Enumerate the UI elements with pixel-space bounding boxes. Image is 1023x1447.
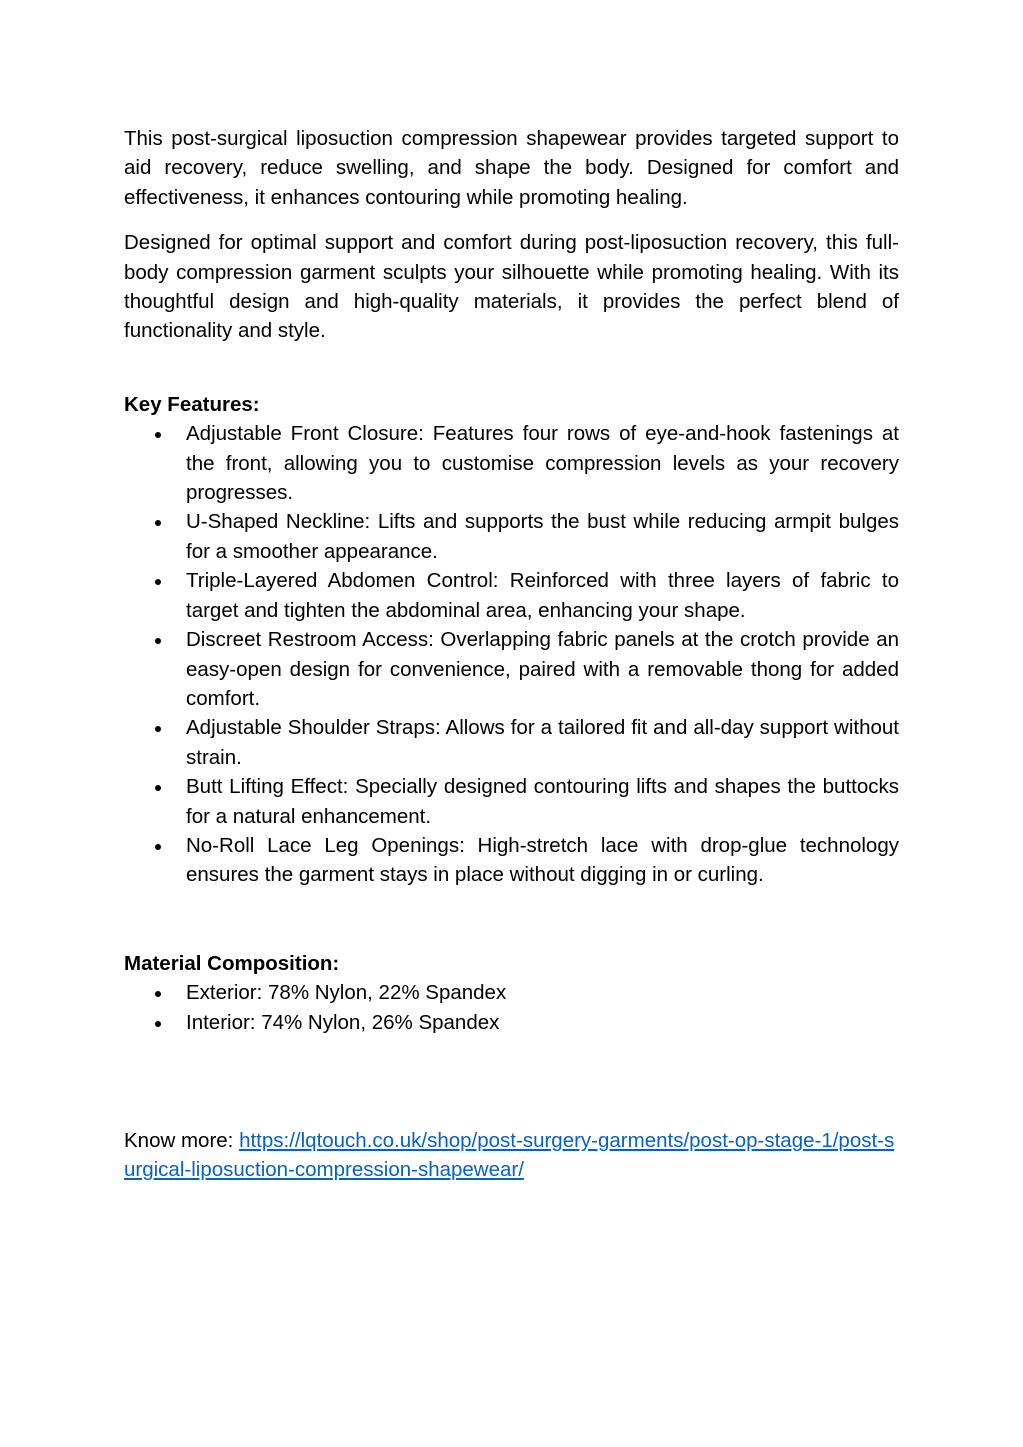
bullet-icon [155, 1021, 161, 1027]
bullet-icon [155, 638, 161, 644]
bullet-icon [155, 726, 161, 732]
know-more-label: Know more: [124, 1128, 240, 1152]
intro-paragraph-2: Designed for optimal support and comfort during post-liposuction recovery, this full-body compression garment sculpts your silhouette while promoting healing. With its thoughtful design and high-quality materials, it provides the perfect blend of functionality and style. [124, 231, 899, 343]
feature-text: No-Roll Lace Leg Openings: High-stretch lace with drop-glue technology ensures the garment stays in place without digging in or curling. [186, 833, 899, 887]
intro-paragraph-1: This post-surgical liposuction compression shapewear provides targeted support to aid recovery, reduce swelling, and shape the body. Designed for comfort and effectiveness, it enhances contouring while promoting healing. [124, 127, 899, 209]
bullet-icon [155, 432, 161, 438]
material-list [124, 978, 899, 1037]
key-features-heading: Key Features: [124, 392, 260, 416]
bullet-icon [155, 579, 161, 585]
feature-text: Triple-Layered Abdomen Control: Reinforced with three layers of fabric to target and tighten the abdominal area, enhancing your shape. [186, 569, 899, 622]
know-more-line [124, 1126, 899, 1185]
feature-text: Adjustable Front Closure: Features four rows of eye-and-hook fastenings at the front, allowing you to customise compression levels as your recovery progresses. [186, 422, 899, 505]
feature-text: U-Shaped Neckline: Lifts and supports the bust while reducing armpit bulges for a smoother appearance. [186, 510, 899, 563]
list-item [124, 978, 899, 1007]
list-item [124, 566, 899, 625]
document-page [124, 124, 899, 1185]
key-features-list [124, 419, 899, 890]
product-link[interactable]: https://lqtouch.co.uk/shop/post-surgery-garments/post-op-stage-1/post-surgical-liposuction-compression-shapewear/ [124, 1128, 895, 1182]
list-item [124, 713, 899, 772]
bullet-icon [155, 991, 161, 997]
list-item [124, 625, 899, 713]
material-text: Interior: 74% Nylon, 26% Spandex [186, 1010, 500, 1034]
feature-text: Butt Lifting Effect: Specially designed contouring lifts and shapes the buttocks for a natural enhancement. [186, 775, 899, 828]
material-text: Exterior: 78% Nylon, 22% Spandex [186, 981, 507, 1005]
bullet-icon [155, 520, 161, 526]
bullet-icon [155, 844, 161, 850]
material-heading: Material Composition: [124, 951, 340, 975]
list-item [124, 831, 899, 890]
list-item [124, 507, 899, 566]
list-item [124, 419, 899, 507]
feature-text: Discreet Restroom Access: Overlapping fabric panels at the crotch provide an easy-open design for convenience, paired with a removable thong for added comfort. [186, 628, 899, 710]
bullet-icon [155, 785, 161, 791]
list-item [124, 772, 899, 831]
feature-text: Adjustable Shoulder Straps: Allows for a tailored fit and all-day support without strain. [186, 716, 899, 769]
list-item [124, 1008, 899, 1037]
